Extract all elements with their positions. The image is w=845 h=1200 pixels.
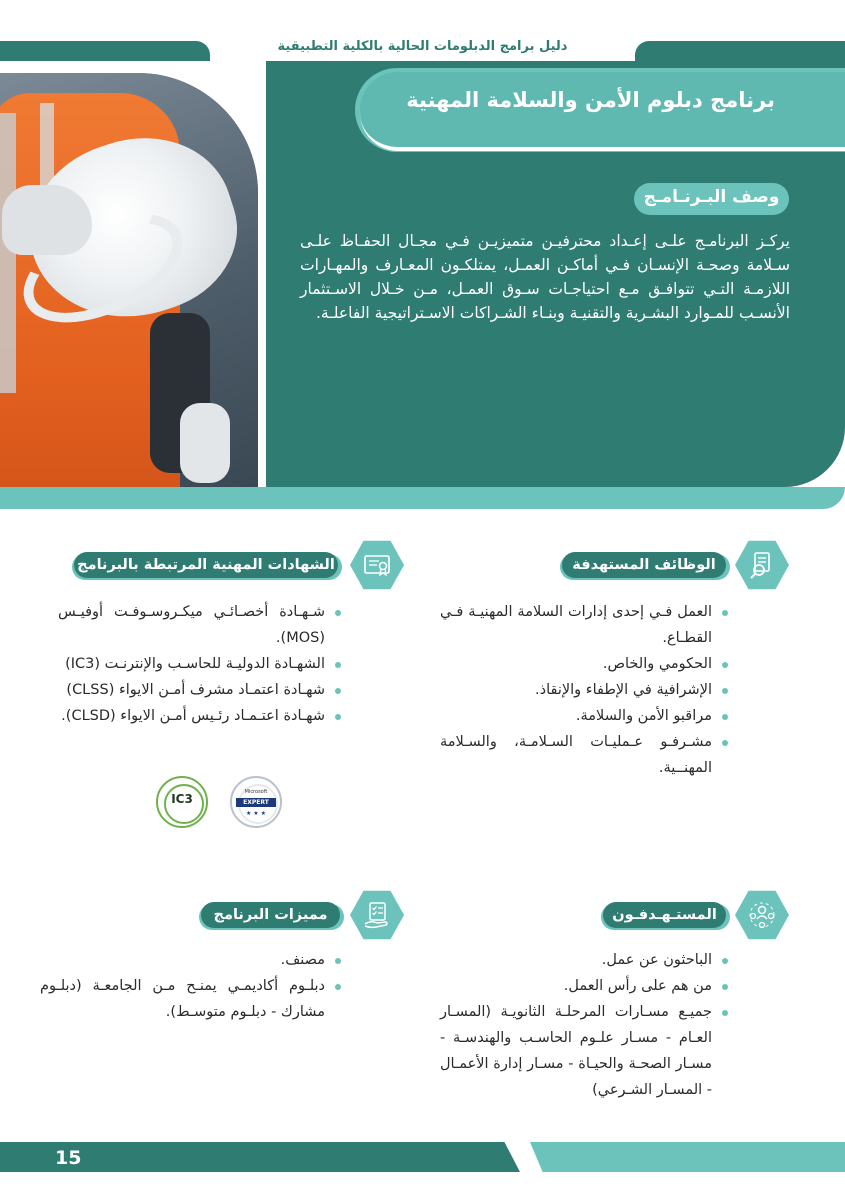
hero-bottom-band: [0, 487, 845, 509]
features-title: مميزات البرنامج: [213, 907, 328, 923]
list-item: الباحثون عن عمل.: [440, 947, 730, 973]
list-item: شهـادة اعتـمـاد رئـيس أمـن الايواء (CLSD).: [58, 703, 343, 729]
target-jobs-list: [440, 599, 730, 781]
list-item: مشـرفـو عـمليـات السـلامـة، والسـلامة المهنــية.: [440, 729, 730, 781]
ms-badge-banner: EXPERT: [236, 798, 276, 807]
program-description: يركـز البرنامـج علـى إعـداد محترفيـن متميزيـن فـي مجـال الحفـاظ علـى سـلامة وصحـة الإنسـان فـي أماكـن العمـل، يمتلكـون المعـارف والمهـارات اللازمـة التـي تتوافـق مـع احتياجـات سـوق العمـل، مـن خـلال الاسـتثمار الأنسـب للمـوارد البشـرية والتقنيـة وبنـاء الشـراكات الاسـتراتيجية الفاعلـة.: [300, 232, 790, 322]
microsoft-expert-badge: [230, 776, 282, 828]
ms-badge-brand: Microsoft: [244, 789, 268, 795]
checklist-hand-icon: [350, 888, 404, 949]
list-item: جميـع مسـارات المرحلـة الثانويـة (المسـار العـام - مسـار علـوم الحاسـب والهندسـة - مسـار الصحـة والحيـاة - مسـار إدارة الأعمـال - المسـار الشـرعي): [440, 999, 730, 1103]
list-item: من هم على رأس العمل.: [440, 973, 730, 999]
footer-band-right: [530, 1142, 845, 1172]
list-item: دبلـوم أكاديمـي يمنـح مـن الجامعـة (دبلـوم مشارك - دبلـوم متوسـط).: [40, 973, 343, 1025]
certificates-title: الشهادات المهنية المرتبطة بالبرنامج: [77, 557, 335, 573]
list-item: شـهـادة أخصـائـي ميكـروسـوفـت أوفيـس (MOS).: [58, 599, 343, 651]
audience-title: المستـهـدفـون: [612, 907, 717, 923]
audience-list: [440, 947, 730, 1103]
page-title: برنامج دبلوم الأمن والسلامة المهنية: [406, 88, 775, 112]
certificate-icon: [350, 538, 404, 599]
header-strip-right: [635, 41, 845, 61]
list-item: الإشرافية في الإطفاء والإنقاذ.: [440, 677, 730, 703]
header-caption: دليل برامج الدبلومات الحالية بالكلية التطبيقية: [277, 39, 568, 54]
features-list: [40, 947, 343, 1025]
list-item: مصنف.: [40, 947, 343, 973]
page-number: 15: [55, 1147, 82, 1169]
description-label: وصف البـرنـامـج: [643, 187, 780, 207]
ms-badge-stars: ★ ★ ★: [246, 810, 266, 817]
list-item: العمل فـي إحدى إدارات السلامة المهنيـة فـي القطـاع.: [440, 599, 730, 651]
people-network-icon: [735, 888, 789, 949]
list-item: الشهـادة الدوليـة للحاسـب والإنترنـت (IC3): [58, 651, 343, 677]
hero-photo-worker-helmet: [0, 73, 258, 487]
resume-search-icon: [735, 538, 789, 599]
ic3-badge-text: IC3: [171, 792, 193, 806]
header-strip-left: [0, 41, 210, 61]
ic3-certification-badge: [156, 776, 208, 828]
target-jobs-title: الوظائف المستهدفة: [572, 557, 716, 573]
list-item: الحكومي والخاص.: [440, 651, 730, 677]
list-item: مراقبو الأمن والسلامة.: [440, 703, 730, 729]
list-item: شهـادة اعتمـاد مشرف أمـن الايواء (CLSS): [58, 677, 343, 703]
certificates-list: [58, 599, 343, 729]
